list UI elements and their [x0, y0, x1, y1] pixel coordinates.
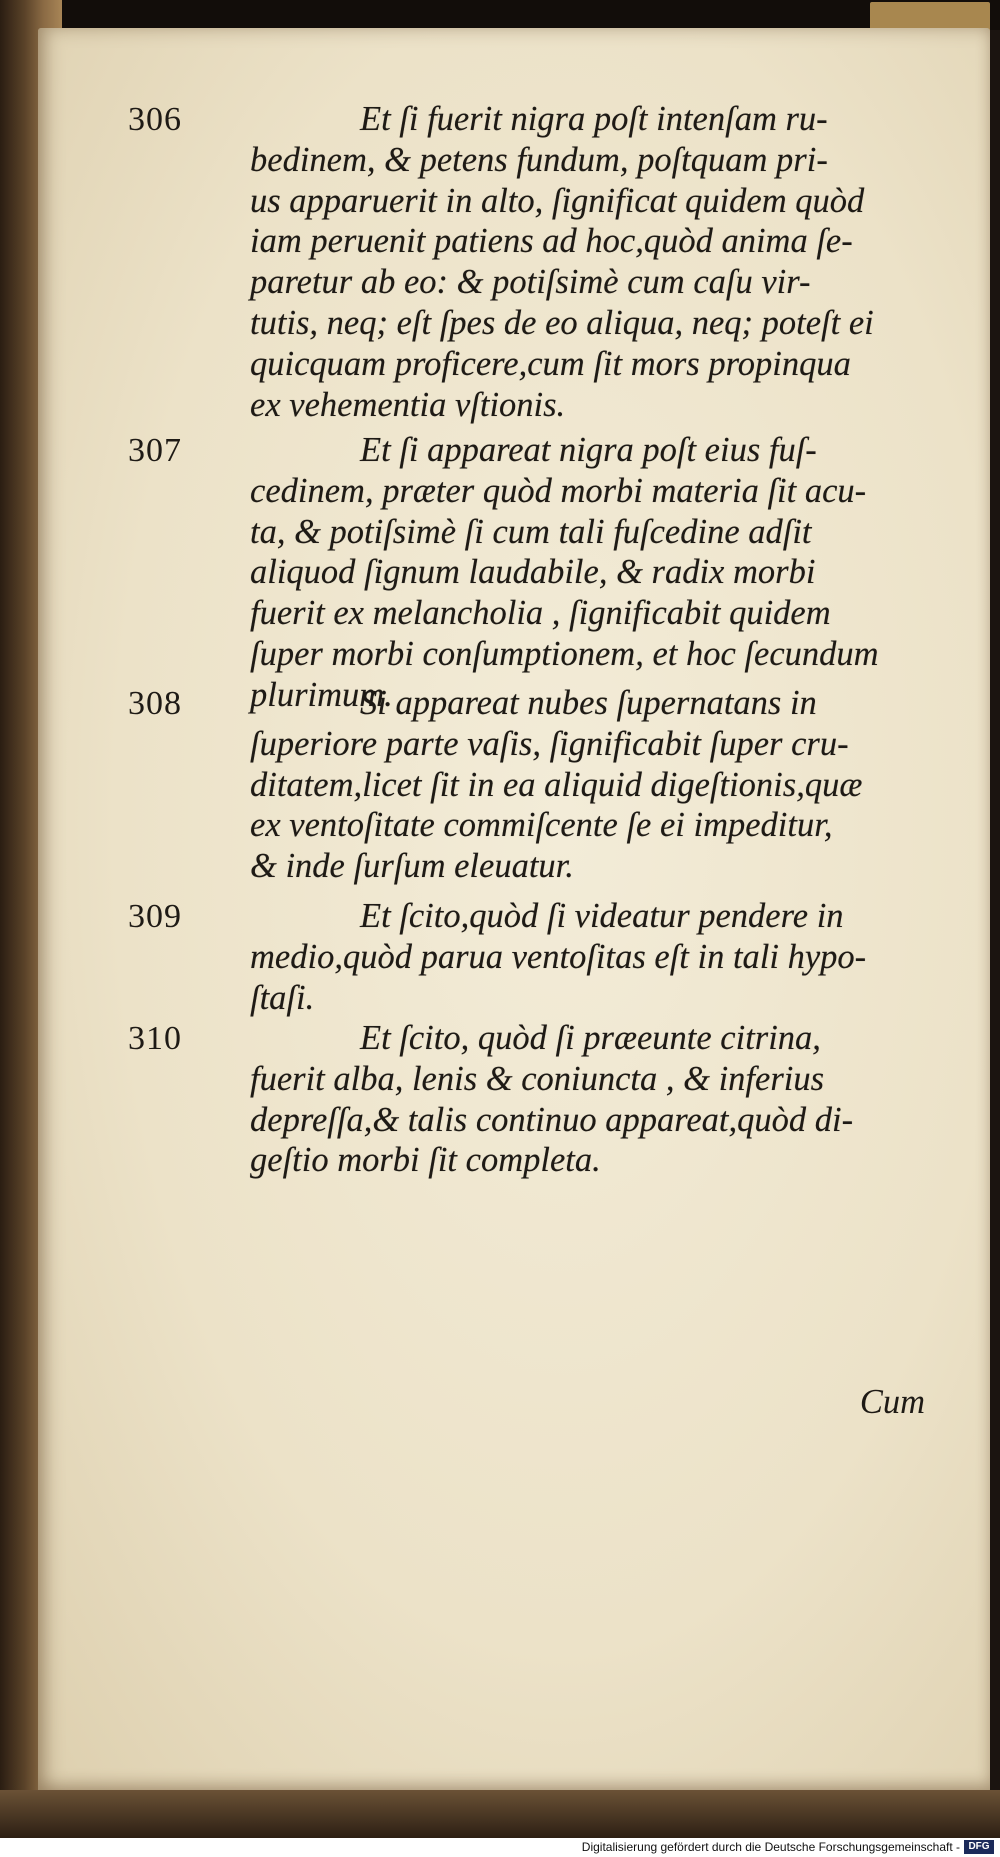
text-line: paretur ab eo: & potiſsimè cum caſu vir-	[250, 263, 811, 301]
text-line: Si appareat nubes ſupernatans in	[360, 684, 817, 722]
text-line: Et ſi appareat nigra poſt eius fuſ-	[360, 431, 817, 469]
text-line: ditatem,licet ſit in ea aliquid digeſtionis,quæ	[250, 766, 863, 804]
text-line: tutis, neq; eſt ſpes de eo aliqua, neq; poteſt ei	[250, 304, 874, 342]
text-line: ex vehementia vſtionis.	[250, 386, 566, 424]
text-line: iam peruenit patiens ad hoc,quòd anima ſe-	[250, 222, 853, 260]
text-line: plurimum.	[250, 676, 393, 714]
text-line: ta, & potiſsimè ſi cum tali fuſcedine adſit	[250, 513, 812, 551]
text-line: fuerit alba, lenis & coniuncta , & inferius	[250, 1060, 825, 1098]
section-number: 310	[128, 1020, 182, 1057]
text-line: & inde ſurſum eleuatur.	[250, 847, 574, 885]
section-number: 307	[128, 432, 182, 469]
text-line: quicquam proficere,cum ſit mors propinqua	[250, 345, 851, 383]
book-bottom-edge	[0, 1790, 1000, 1840]
text-line: bedinem, & petens fundum, poſtquam pri-	[250, 141, 828, 179]
book-top-edge	[0, 0, 1000, 30]
text-line: fuerit ex melancholia , ſignificabit quidem	[250, 594, 831, 632]
catchword: Cum	[859, 1383, 925, 1421]
text-line: ſtaſi.	[250, 979, 315, 1017]
text-line: ſuper morbi conſumptionem, et hoc ſecundum	[250, 635, 879, 673]
dfg-logo: DFG	[964, 1840, 994, 1854]
text-line: Et ſcito,quòd ſi videatur pendere in	[360, 897, 844, 935]
funding-credit: Digitalisierung gefördert durch die Deutsche Forschungsgemeinschaft -	[581, 1840, 960, 1854]
text-line: medio,quòd parua ventoſitas eſt in tali hypo-	[250, 938, 867, 976]
text-line: us apparuerit in alto, ſignificat quidem quòd	[250, 182, 865, 220]
section-number: 308	[128, 685, 182, 722]
section-number: 309	[128, 898, 182, 935]
text-line: aliquod ſignum laudabile, & radix morbi	[250, 553, 816, 591]
text-line: Et ſi fuerit nigra poſt intenſam ru-	[360, 100, 828, 138]
text-line: depreſſa,& talis continuo appareat,quòd di-	[250, 1101, 854, 1139]
text-line: ſuperiore parte vaſis, ſignificabit ſuper cru-	[250, 725, 849, 763]
text-line: Et ſcito, quòd ſi præeunte citrina,	[360, 1019, 821, 1057]
text-line: ex ventoſitate commiſcente ſe ei impeditur,	[250, 806, 833, 844]
text-line: geſtio morbi ſit completa.	[250, 1141, 601, 1179]
section-number: 306	[128, 101, 182, 138]
text-line: cedinem, præter quòd morbi materia ſit acu-	[250, 472, 867, 510]
